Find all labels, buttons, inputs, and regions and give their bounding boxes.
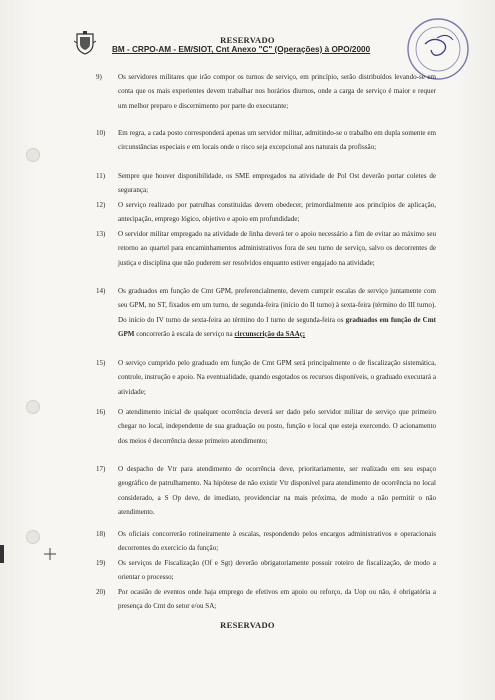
item-number: 17) xyxy=(96,465,106,473)
item-text: Sempre que houver disponibilidade, os SME empregados na atividade de Pol Ost deverão portar coletes de segurança; xyxy=(118,172,436,195)
scan-edge-mark xyxy=(0,545,4,563)
item-text: Por ocasião de eventos onde haja emprego de efetivos em apoio ou reforço, da Uop ou não, é obrigatória a presença do Cmt do setor e/ou SA; xyxy=(118,588,436,611)
list-item xyxy=(96,462,436,519)
item-number: 20) xyxy=(96,588,106,596)
punch-hole xyxy=(26,530,40,544)
header-subtitle: BM - CRPO-AM - EM/SIOT, Cnt Anexo "C" (Operações) à OPO/2000 xyxy=(112,45,371,54)
punch-hole xyxy=(26,400,40,414)
list-item xyxy=(96,556,436,585)
item-text: O servidor militar empregado na atividade de linha deverá ter o apoio necessário a fim de evitar ao máximo seu retorno ao quartel para encaminhamentos administrativos fora de seu turno de serviço, salvo os decorrentes de justiça e disciplina que não puderem ser resolvidos enquanto estiver engajado na atividade; xyxy=(118,230,436,267)
footer-classification: RESERVADO xyxy=(220,620,275,630)
item-text: O atendimento inicial de qualquer ocorrência deverá ser dado pelo servidor militar de serviço que primeiro chegar no local, independente de sua graduação ou posto, função e local que esteja exercendo. O acionamento dos meios é decorrência desse primeiro atendimento; xyxy=(118,408,436,445)
item-number: 16) xyxy=(96,408,106,416)
emphasis-text: graduados em função de Cmt GPM xyxy=(118,315,436,338)
item-text: O serviço realizado por patrulhas constituídas devem obedecer, primordialmente aos princípios de aplicação, antecipação, emprego lógico, objetivo e apoio em profundidade; xyxy=(118,201,436,224)
item-text: Os graduados em função de Cmt GPM, preferencialmente, devem cumprir escalas de serviço juntamente com seu GPM, no ST, fixados em um turno, de segunda-feira (início do II turno) à sexta-feira (término do III turno). Do início do IV turno de sexta-feira ao término do I turno de segunda-feira os graduados em função de Cmt GPM concorrerão à escala de serviço na circunscrição da SAAç; xyxy=(118,287,436,338)
item-text: O serviço cumprido pelo graduado em função de Cmt GPM será principalmente o de fiscalização sistemática, controle, instrução e apoio. Na eventualidade, quando esgotados os recursos disponíveis, o graduado executará a atividade; xyxy=(118,359,436,396)
list-item xyxy=(96,198,436,227)
item-number: 10) xyxy=(96,129,106,137)
registration-mark-icon xyxy=(44,548,56,560)
list-item xyxy=(96,227,436,270)
item-number: 19) xyxy=(96,559,106,567)
item-text: Os servidores militares que irão compor os turnos de serviço, em princípio, serão distribuídos levando-se em conta que os mais experientes devem trabalhar nos horários diurnos, onde a carga de serviço é maior e requer um melhor preparo e discernimento por parte do executante; xyxy=(118,73,436,110)
item-text: Em regra, a cada posto corresponderá apenas um servidor militar, admitindo-se o trabalho em dupla somente em circunstâncias especiais e em locais onde o risco seja excepcional aos naturais da profissão; xyxy=(118,129,436,152)
list-item xyxy=(96,284,436,341)
list-item xyxy=(96,405,436,448)
item-text: O despacho de Vtr para atendimento de ocorrência deve, prioritariamente, ser realizado em seu espaço geográfico de patrulhamento. Na hipótese de não existir Vtr disponível para atendimento de ocorrência no local considerado, a S Op deve, de imediato, providenciar na mais próxima, de modo a não permitir o não atendimento. xyxy=(118,465,436,516)
header-classification: RESERVADO xyxy=(220,35,275,45)
item-number: 11) xyxy=(96,172,106,180)
emphasis-underlined-text: circunscrição da SAAç; xyxy=(234,329,306,338)
item-number: 18) xyxy=(96,530,106,538)
punch-hole xyxy=(26,148,40,162)
list-item xyxy=(96,585,436,614)
list-item xyxy=(96,169,436,198)
list-item xyxy=(96,126,436,155)
item-number: 13) xyxy=(96,230,106,238)
item-number: 9) xyxy=(96,73,102,81)
list-item xyxy=(96,356,436,399)
item-text: Os oficiais concorrerão rotineiramente à escalas, respondendo pelos encargos administrativos e operacionais decorrentes do exercício da função; xyxy=(118,530,436,553)
list-item xyxy=(96,70,436,113)
item-text: Os serviços de Fiscalização (Of e Sgt) deverão obrigatoriamente possuir roteiro de fiscalização, de modo a orientar o processo; xyxy=(118,559,436,582)
item-number: 15) xyxy=(96,359,106,367)
list-item xyxy=(96,527,436,556)
item-number: 14) xyxy=(96,287,106,295)
item-number: 12) xyxy=(96,201,106,209)
